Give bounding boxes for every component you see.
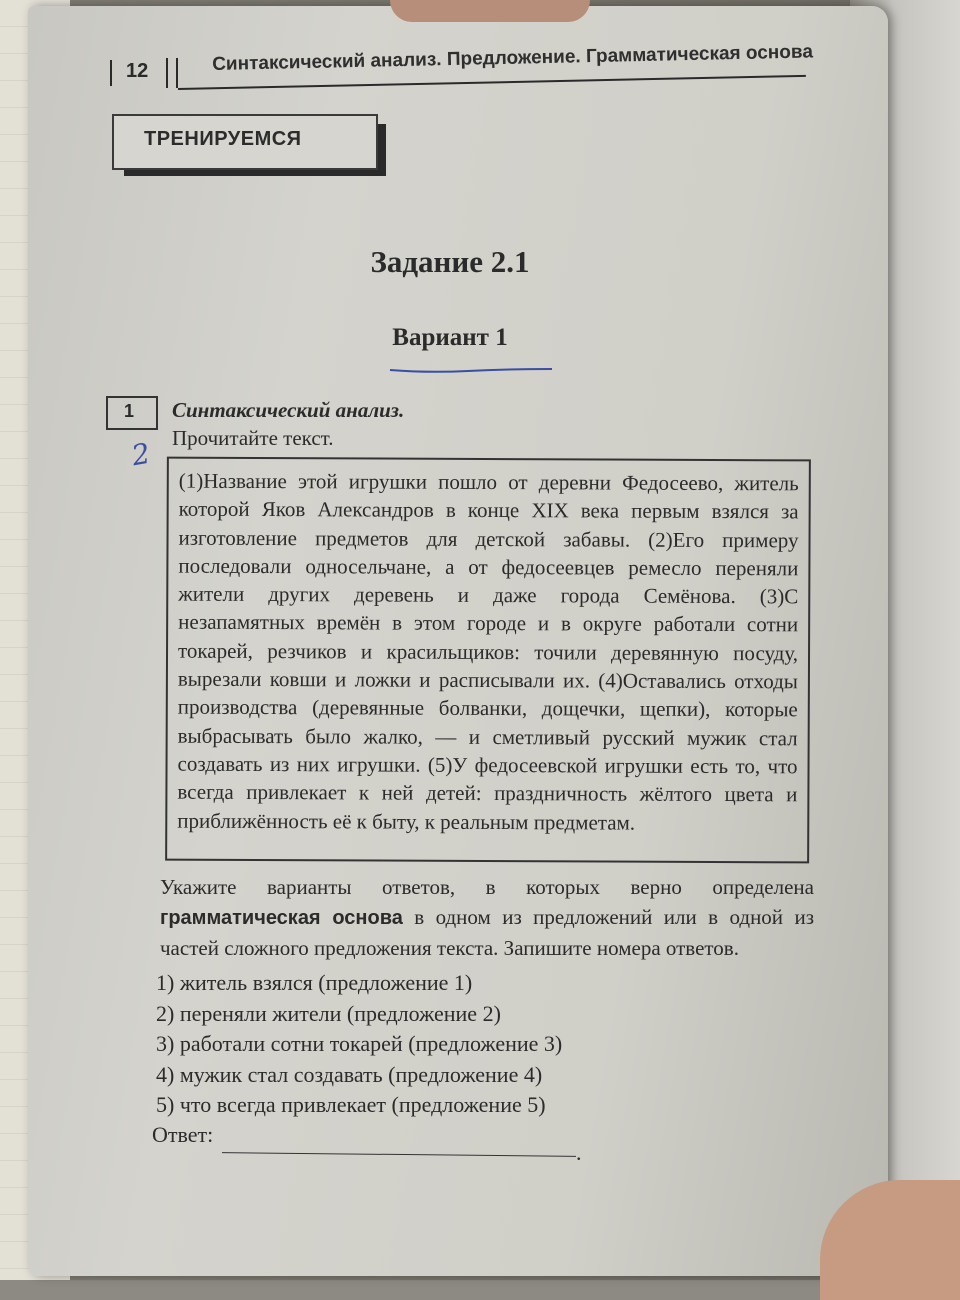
question-number-box (106, 396, 158, 430)
answer-option: 2) переняли жители (предложение 2) (156, 1000, 501, 1026)
answer-option: 1) житель взялся (предложение 1) (156, 970, 473, 995)
answer-options (156, 968, 562, 1121)
answer-label: Ответ: (152, 1122, 214, 1147)
section-label: ТРЕНИРУЕМСЯ (144, 128, 302, 150)
question-heading: Синтаксический анализ. (172, 398, 405, 422)
chapter-title: Синтаксический анализ. Предложение. Грамматическая основа (212, 41, 814, 75)
variant-title: Вариант 1 (392, 324, 508, 351)
page-header (110, 41, 814, 90)
question-prompt: Прочитайте текст. (172, 426, 334, 450)
answer-option: 5) что всегда привлекает (предложение 5) (156, 1092, 546, 1117)
question-instruction: Укажите варианты ответов, в которых верно определена грамматическая основа в одном из предложений или в одной из частей сложного предложения текста. Запишите номера ответов. (160, 875, 814, 960)
header-rule (178, 75, 806, 90)
finger-top (390, 0, 590, 22)
reading-text-box (165, 457, 811, 864)
section-label-box (112, 114, 378, 170)
page-number: 12 (126, 60, 149, 82)
header-divider-bars (166, 58, 178, 88)
task-title: Задание 2.1 (370, 244, 530, 279)
pen-underline (388, 364, 554, 376)
question-number: 1 (124, 401, 135, 421)
answer-option: 4) мужик стал создавать (предложение 4) (156, 1061, 543, 1087)
instruction-bold-term: грамматическая основа (160, 907, 403, 929)
answer-end-dot: . (576, 1140, 582, 1165)
answer-option: 3) работали сотни токарей (предложение 3) (156, 1031, 563, 1056)
reading-text: (1)Название этой игрушки пошло от деревни Федосеево, житель которой Яков Александров в конце XIX века первым взялся за изготовление предметов для детской забавы. (2)Его примеру последовали односельчане, а от федосеевцев ремесло переняли жители других деревень и даже города Семёнова. (3)С незапамятных времён в этом городе и в округе работали сотни токарей, резчиков и красильщиков: точили деревянную посуду, вырезали ковши и ложки и расписывали их. (4)Оставались отходы производства (деревянные болванки, дощечки, щепки), которые выбрасывать было жалко, — и сметливый русский мужик стал создавать из них игрушки. (5)У федосеевской игрушки есть то, что всегда привлекает к ней детей: праздничность жёлтого цвета и приближённость её к быту, к реальным предметам. (177, 468, 799, 835)
handwritten-mark: 2 (129, 436, 153, 473)
